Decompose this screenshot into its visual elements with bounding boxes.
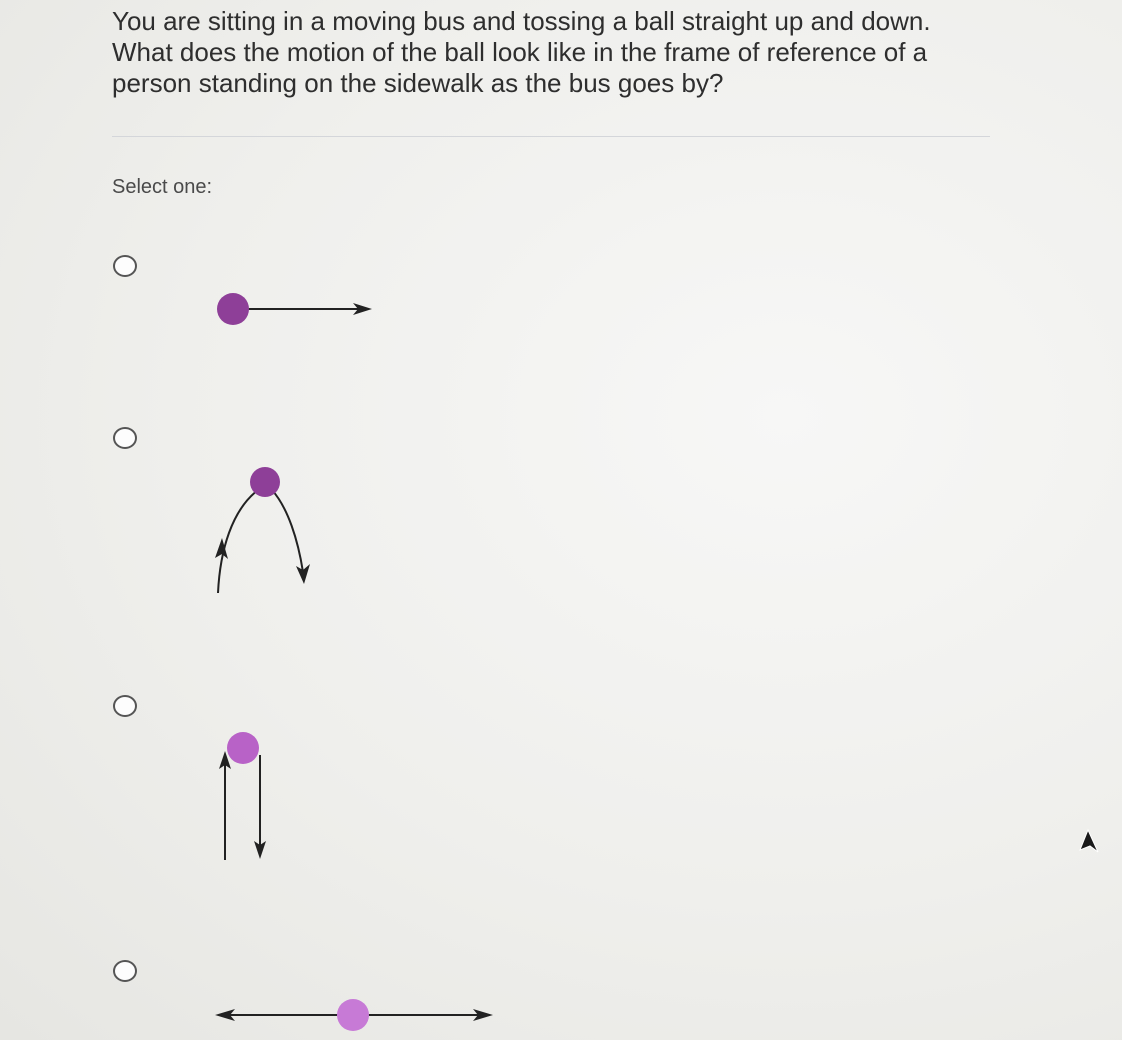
ball-icon <box>227 732 259 764</box>
divider <box>112 136 990 137</box>
option-1-figure[interactable] <box>200 285 390 335</box>
option-3-radio[interactable] <box>113 695 137 717</box>
ball-icon <box>337 999 369 1031</box>
ball-icon <box>217 293 249 325</box>
option-2-radio[interactable] <box>113 427 137 449</box>
option-1-radio[interactable] <box>113 255 137 277</box>
option-4-radio[interactable] <box>113 960 137 982</box>
question-text: You are sitting in a moving bus and tossing a ball straight up and down. What does the motion of the ball look like in the frame of reference of a person standing on the sidewalk as the bus goes by? <box>112 6 931 98</box>
option-3-figure[interactable] <box>205 725 285 870</box>
mouse-cursor-icon <box>1078 828 1102 856</box>
option-2-figure[interactable] <box>200 460 330 600</box>
ball-icon <box>250 467 280 497</box>
select-prompt: Select one: <box>112 176 213 198</box>
arc-down-line <box>272 490 303 572</box>
option-4-figure[interactable] <box>205 995 505 1039</box>
arc-up-line <box>218 490 258 593</box>
